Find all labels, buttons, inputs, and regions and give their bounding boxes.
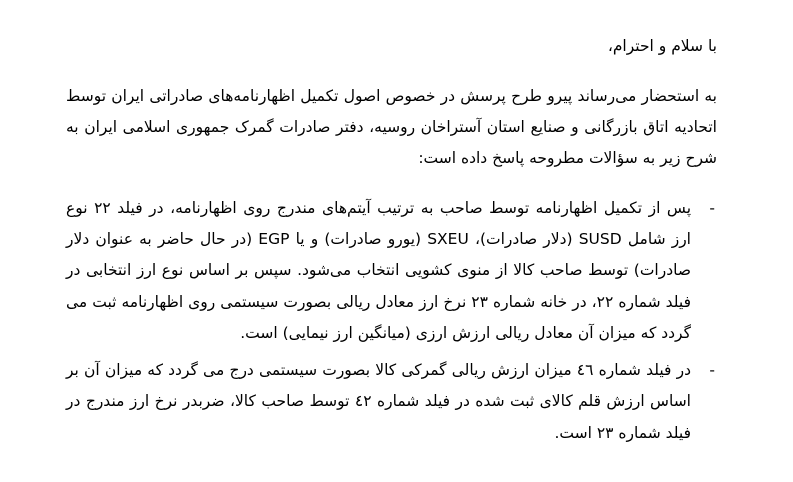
list-item [66, 193, 717, 349]
bullet-dash-icon: - [709, 361, 715, 380]
list-item-text: پس از تکمیل اظهارنامه توسط صاحب به ترتیب آیتم‌های مندرج روی اظهارنامه، در فیلد ۲۲ نوع ارز شامل SUSD (دلار صادرات)، SXEU (یورو صادرات) و یا EGP (در حال حاضر به عنوان دلار صادرات) توسط صاحب کالا از منوی کشویی انتخاب می‌شود. سپس بر اساس نوع ارز انتخابی در فیلد شماره ۲۲، در خانه شماره ۲۳ نرخ ارز معادل ریالی بصورت سیستمی روی اظهارنامه ثبت می گردد که میزان آن معادل ریالی ارزش ارزی (میانگین ارز نیمایی) است. [66, 198, 692, 342]
intro-paragraph: به استحضار می‌رساند پیرو طرح پرسش در خصوص اصول تکمیل اظهارنامه‌های صادراتی ایران توسط اتحادیه اتاق بازرگانی و صنایع استان آستراخان روسیه، دفتر صادرات گمرک جمهوری اسلامی ایران به شرح زیر به سؤالات مطروحه پاسخ داده است: [66, 86, 717, 168]
answer-list [66, 193, 717, 449]
greeting-line: با سلام و احترام، [607, 37, 717, 55]
list-item-text: در فیلد شماره ٤٦ میزان ارزش ریالی گمرکی کالا بصورت سیستمی درج می گردد که میزان آن بر اساس ارزش قلم کالای ثبت شده در فیلد شماره ٤٢ توسط صاحب کالا، ضربدر نرخ ارز مندرج در فیلد شماره ٢٣ است. [66, 361, 691, 442]
document-body [66, 34, 717, 455]
list-item [66, 355, 717, 449]
bullet-dash-icon: - [709, 198, 715, 217]
